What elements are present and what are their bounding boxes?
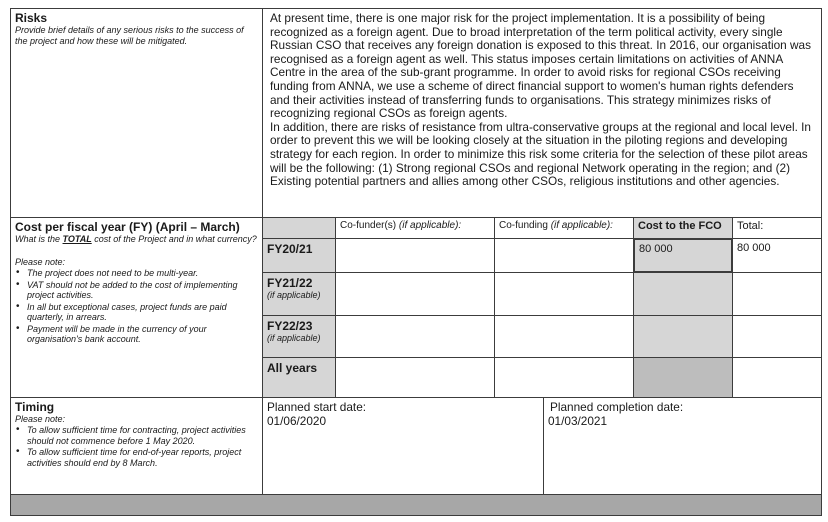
cost-note-item: • The project does not need to be multi-year. (27, 268, 258, 279)
fy22-23-cofunding-field[interactable] (494, 315, 634, 358)
all-years-cost-fco-field[interactable] (633, 357, 733, 398)
cofunders-header: Co-funder(s) (if applicable): (335, 217, 495, 239)
row-fy21-22-year: FY21/22 (if applicable) (262, 272, 336, 316)
cost-title: Cost per fiscal year (FY) (April – March) (15, 220, 240, 234)
fy22-23-total-field[interactable] (732, 315, 822, 358)
planned-start-date-value: 01/06/2020 (267, 414, 327, 428)
cost-note-heading: Please note: (15, 257, 66, 267)
fy21-22-cofunding-field[interactable] (494, 272, 634, 316)
risks-description: Provide brief details of any serious risks to the success of the project and how these will be mitigated. (15, 25, 244, 46)
fy20-21-cost-fco-field[interactable]: 80 000 (633, 238, 733, 273)
all-years-cofunders-field[interactable] (335, 357, 495, 398)
planned-completion-date-value: 01/03/2021 (548, 414, 608, 428)
section-footer-bar (10, 494, 822, 516)
timing-notes-list (15, 425, 258, 468)
fy22-23-cofunders-field[interactable] (335, 315, 495, 358)
form-page (10, 8, 822, 516)
timing-note-item: • To allow sufficient time for end-of-year reports, project activities should end by 8 March. (27, 447, 258, 468)
fy21-22-total-field[interactable] (732, 272, 822, 316)
fy20-21-total-field[interactable]: 80 000 (732, 238, 822, 273)
cost-note-item: • In all but exceptional cases, project funds are paid quarterly, in arrears. (27, 302, 258, 323)
cost-header-corner (262, 217, 336, 239)
planned-completion-date-field[interactable] (543, 397, 822, 495)
risks-paragraph-1: At present time, there is one major risk for the project implementation. It is a possibility of being recognized as a foreign agent. Due to broad interpretation of the term political activity, every single Russian CSO that receives any foreign donation is exposed to this threat. In 2016, our organisation was recognised as a foreign agent as well. This status imposes certain limitations on activities of ANNA Centre in the area of the sub-grant programme. In order to avoid risks for regional CSOs receiving funding from ANNA, we use a scheme of direct financial support to women's human rights defenders and their activities instead of transferring funds to organisations. This strategy minimizes risks of recognizing regional CSOs as foreign agents. (270, 11, 812, 121)
row-fy20-21-year: FY20/21 (262, 238, 336, 273)
planned-completion-date-label: Planned completion date: (550, 400, 684, 414)
fy22-23-cost-fco-field[interactable] (633, 315, 733, 358)
if-applicable-note: (if applicable) (267, 290, 321, 300)
timing-note-item: • To allow sufficient time for contracting, project activities should not commence before 1 May 2020. (27, 425, 258, 446)
risks-title: Risks (15, 11, 48, 25)
timing-label-cell (10, 397, 263, 495)
total-emphasis: TOTAL (62, 234, 92, 244)
cost-notes-list (15, 268, 258, 345)
total-header: Total: (732, 217, 822, 239)
cost-note-item: • VAT should not be added to the cost of implementing project activities. (27, 280, 258, 301)
cost-label-cell (10, 217, 263, 398)
planned-start-date-field[interactable] (262, 397, 544, 495)
risks-paragraph-2: In addition, there are risks of resistance from ultra-conservative groups at the regional and local level. In order to prevent this we will be looking closely at the situation in the piloting regions and developing strategy for each region. In order to minimize this risk some criteria for the selection of these pilot areas will be the following: (1) Strong regional CSOs and regional Network operating in the region; and (2) Existing potential partners and allies among other CSOs, religious institutions and other agencies. (270, 119, 811, 189)
cost-note-item: • Payment will be made in the currency of your organisation's bank account. (27, 324, 258, 345)
fy21-22-cost-fco-field[interactable] (633, 272, 733, 316)
cofunding-header: Co-funding (if applicable): (494, 217, 634, 239)
risks-label-cell (10, 8, 263, 218)
cost-fco-header: Cost to the FCO (633, 217, 733, 239)
if-applicable-note: (if applicable) (267, 333, 321, 343)
row-all-years-year: All years (262, 357, 336, 398)
risks-answer-cell[interactable] (262, 8, 822, 218)
fy20-21-cofunders-field[interactable] (335, 238, 495, 273)
all-years-cofunding-field[interactable] (494, 357, 634, 398)
planned-start-date-label: Planned start date: (267, 400, 367, 414)
fy21-22-cofunders-field[interactable] (335, 272, 495, 316)
row-fy22-23-year: FY22/23 (if applicable) (262, 315, 336, 358)
fy20-21-cofunding-field[interactable] (494, 238, 634, 273)
all-years-total-field[interactable] (732, 357, 822, 398)
cost-question: What is the TOTAL cost of the Project and in what currency? (15, 234, 257, 244)
timing-note-heading: Please note: (15, 414, 66, 424)
timing-title: Timing (15, 400, 55, 414)
